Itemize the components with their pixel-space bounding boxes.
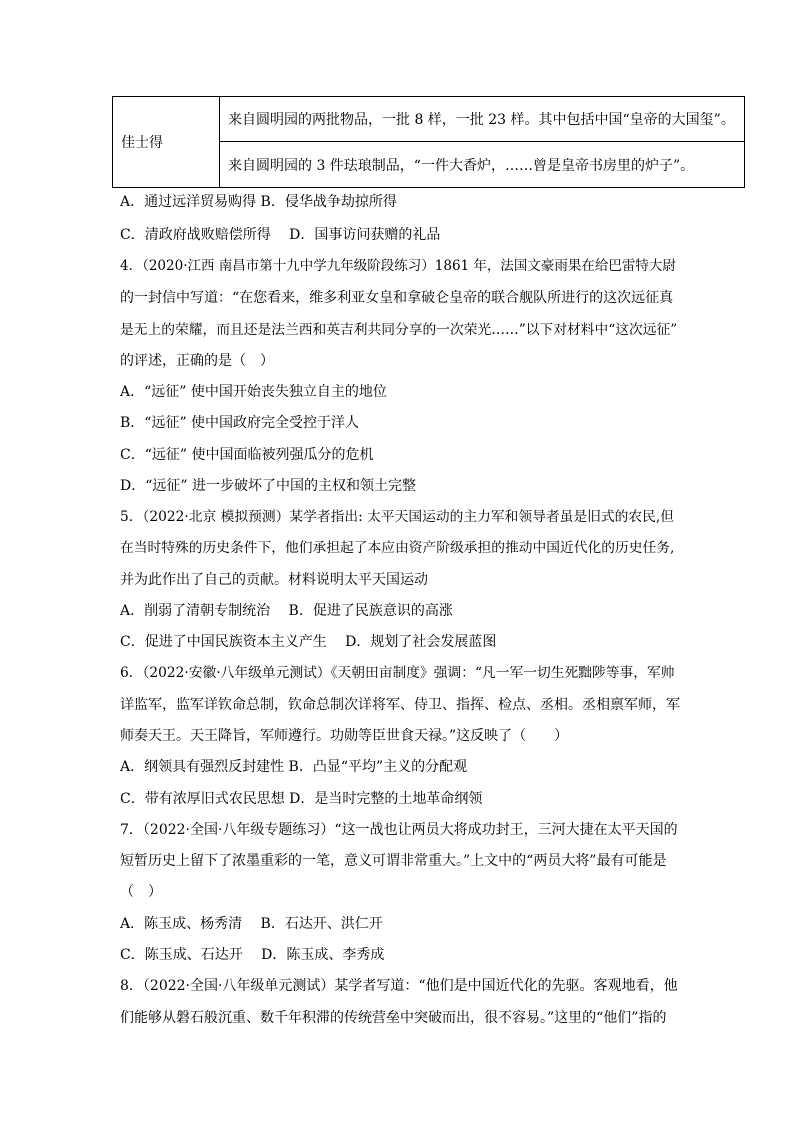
q5-line-3: 并为此作出了自己的贡献。材料说明太平天国运动 [120, 572, 428, 588]
q4-option-d: D．“远征” 进一步破坏了中国的主权和领土完整 [120, 478, 416, 494]
q5-options-cd: C．促进了中国民族资本主义产生 D．规划了社会发展蓝图 [120, 634, 497, 650]
q7-line-3: （ ） [120, 884, 162, 900]
table-cell-row2: 来自圆明园的 3 件珐琅制品，“一件大香炉，……曾是皇帝书房里的炉子”。 [220, 142, 745, 188]
q8-line-1: 8．（2022·全国·八年级单元测试）某学者写道：“他们是中国近代化的先驱。客观地看，他 [120, 978, 678, 994]
q5-options-ab: A．削弱了清朝专制统治 B．促进了民族意识的高涨 [120, 603, 453, 619]
q3-options-ab: A．通过远洋贸易购得 B．侵华战争劫掠所得 [120, 194, 397, 210]
q4-line-4: 的评述，正确的是（ ） [120, 353, 274, 369]
q7-options-ab: A．陈玉成、杨秀清 B．石达开、洪仁开 [120, 916, 383, 932]
q4-option-c: C．“远征” 使中国面临被列强瓜分的危机 [120, 447, 374, 463]
q6-line-3: 师奏天王。天王降旨，军师遵行。功勋等臣世食天禄。”这反映了（ ） [120, 728, 569, 744]
table-row [113, 97, 745, 142]
q8-line-2: 们能够从磐石般沉重、数千年积滞的传统营垒中突破而出，很不容易。”这里的“他们”指的 [120, 1010, 667, 1026]
q5-line-2: 在当时特殊的历史条件下，他们承担起了本应由资产阶级承担的推动中国近代化的历史任务, [120, 540, 675, 556]
auction-house-cell: 佳士得 [113, 97, 220, 188]
q4-option-a: A．“远征” 使中国开始丧失独立自主的地位 [120, 384, 387, 400]
table-cell-row1: 来自圆明园的两批物品，一批 8 样，一批 23 样。其中包括中国“皇帝的大国玺”。 [220, 97, 745, 142]
q7-line-1: 7．（2022·全国·八年级专题练习）“这一战也让两员大将成功封王，三河大捷在太平天国的 [120, 822, 678, 838]
q4-option-b: B．“远征” 使中国政府完全受控于洋人 [120, 415, 360, 431]
q4-line-2: 的一封信中写道：“在您看来，维多利亚女皇和拿破仑皇帝的联合舰队所进行的这次远征真 [120, 290, 674, 306]
q5-line-1: 5．（2022·北京 模拟预测）某学者指出: 太平天国运动的主力军和领导者虽是旧式的农民,但 [120, 509, 674, 525]
q7-line-2: 短暂历史上留下了浓墨重彩的一笔，意义可谓非常重大。”上文中的“两员大将”最有可能是 [120, 853, 667, 869]
q4-line-3: 是无上的荣耀，而且还是法兰西和英吉利共同分享的一次荣光……”以下对材料中“这次远征” [120, 322, 678, 338]
q4-line-1: 4．（2020·江西 南昌市第十九中学九年级阶段练习）1861 年，法国文豪雨果在给巴雷特大尉 [120, 258, 676, 274]
q3-options-cd: C．清政府战败赔偿所得 D．国事访问获赠的礼品 [120, 227, 441, 243]
q6-options-cd: C．带有浓厚旧式农民思想 D．是当时完整的土地革命纲领 [120, 791, 483, 807]
q6-line-1: 6．（2022·安徽·八年级单元测试）《天朝田亩制度》强调：“凡一军一切生死黜陟等事，军帅 [120, 665, 675, 681]
auction-info-table [112, 96, 745, 188]
q7-options-cd: C．陈玉成、石达开 D．陈玉成、李秀成 [120, 947, 385, 963]
q6-options-ab: A．纲领具有强烈反封建性 B．凸显“平均”主义的分配观 [120, 759, 468, 775]
q6-line-2: 详监军，监军详钦命总制，钦命总制次详将军、侍卫、指挥、检点、丞相。丞相禀军师，军 [120, 697, 680, 713]
